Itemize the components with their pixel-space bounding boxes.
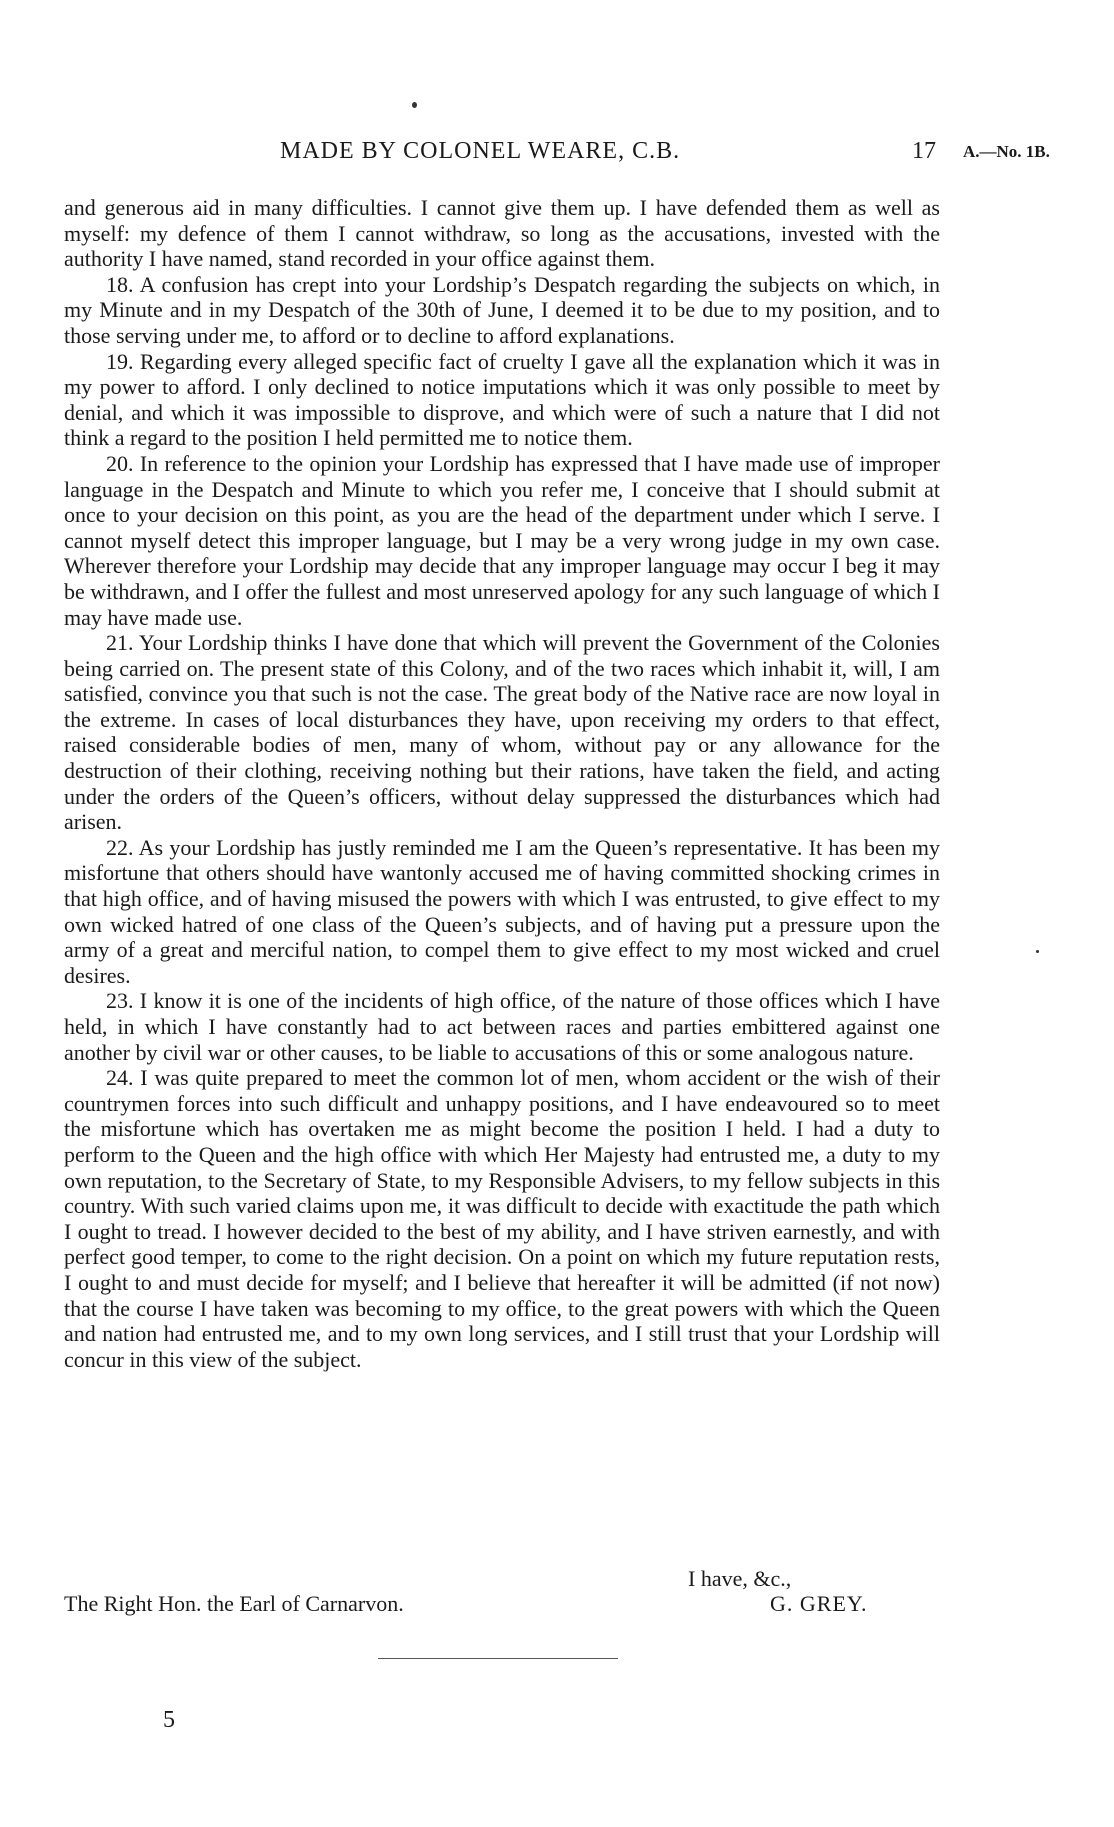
addressee: The Right Hon. the Earl of Carnarvon. — [64, 1591, 404, 1616]
paper-reference: A.—No. 1B. — [963, 142, 1050, 161]
paragraph: 18. A confusion has crept into your Lordship’s Despatch regarding the subjects on which, in my Minute and in my Despatch of the 30th of June, I deemed it to be due to my position, and to those serving under me, to afford or to decline to afford explanations. — [64, 271, 940, 348]
letter-body — [64, 195, 940, 1372]
paragraph: 20. In reference to the opinion your Lordship has expressed that I have made use of improper language in the Despatch and Minute to which you refer me, I conceive that I should submit at once to your decision on this point, as you are the head of the department under which I serve. I cannot myself detect this improper language, but I may be a very wrong judge in my own case. Wherever therefore your Lordship may decide that any improper language may occur I beg it may be withdrawn, and I offer the fullest and most unreserved apology for any such language of which I may have made use. — [64, 450, 940, 630]
ink-speck — [1036, 950, 1039, 953]
closing-salutation: I have, &c., — [688, 1566, 792, 1591]
signature: G. GREY. — [770, 1591, 868, 1616]
page-header — [0, 138, 1114, 172]
signature-mark: 5 — [163, 1707, 175, 1733]
paragraph: 24. I was quite prepared to meet the common lot of men, whom accident or the wish of their countrymen forces into such difficult and unhappy positions, and I have endeavoured so to meet the misfortune which has overtaken me as might become the position I held. I had a duty to perform to the Queen and the high office with which Her Majesty had entrusted me, a duty to my own reputation, to the Secretary of State, to my Responsible Advisers, to my fellow subjects in this country. With such varied claims upon me, it was difficult to decide with exactitude the path which I ought to tread. I however decided to the best of my ability, and I have striven earnestly, and with perfect good temper, to come to the right decision. On a point on which my future reputation rests, I ought to and must decide for myself; and I believe that hereafter it will be admitted (if not now) that the course I have taken was becoming to my office, to the great powers with which the Queen and nation had entrusted me, and to my own long services, and I still trust that your Lordship will concur in this view of the subject. — [64, 1065, 940, 1372]
paragraph: and generous aid in many difficulties. I cannot give them up. I have defended them as well as myself: my defence of them I cannot withdraw, so long as the accusations, invested with the authority I have named, stand recorded in your office against them. — [64, 195, 940, 272]
page-number: 17 — [912, 138, 936, 164]
ink-speck — [412, 102, 417, 108]
paragraph: 19. Regarding every alleged specific fact of cruelty I gave all the explanation which it was in my power to afford. I only declined to notice imputations which it was only possible to meet by denial, and which it was impossible to disprove, and which were of such a nature that I did not think a regard to the position I held permitted me to notice them. — [64, 348, 940, 451]
paragraph: 21. Your Lordship thinks I have done that which will prevent the Government of the Colonies being carried on. The present state of this Colony, and of the two races which inhabit it, will, I am satisfied, convince you that such is not the case. The great body of the Native race are now loyal in the extreme. In cases of local disturbances they have, upon receiving my orders to that effect, raised considerable bodies of men, many of whom, without pay or any allowance for the destruction of their clothing, receiving nothing but their rations, have taken the field, and acting under the orders of the Queen’s officers, without delay suppressed the disturbances which had arisen. — [64, 630, 940, 835]
section-divider — [378, 1658, 618, 1659]
paragraph: 23. I know it is one of the incidents of high office, of the nature of those offices which I have held, in which I have constantly had to act between races and parties embittered against one another by civil war or other causes, to be liable to accusations of this or some analogous nature. — [64, 988, 940, 1065]
running-title: MADE BY COLONEL WEARE, C.B. — [280, 138, 681, 164]
paragraph: 22. As your Lordship has justly reminded me I am the Queen’s representative. It has been my misfortune that others should have wantonly accused me of having committed shocking crimes in that high office, and of having misused the powers with which I was entrusted, to give effect to my own wicked hatred of one class of the Queen’s subjects, and of having put a pressure upon the army of a great and merciful nation, to compel them to give effect to my most wicked and cruel desires. — [64, 834, 940, 988]
